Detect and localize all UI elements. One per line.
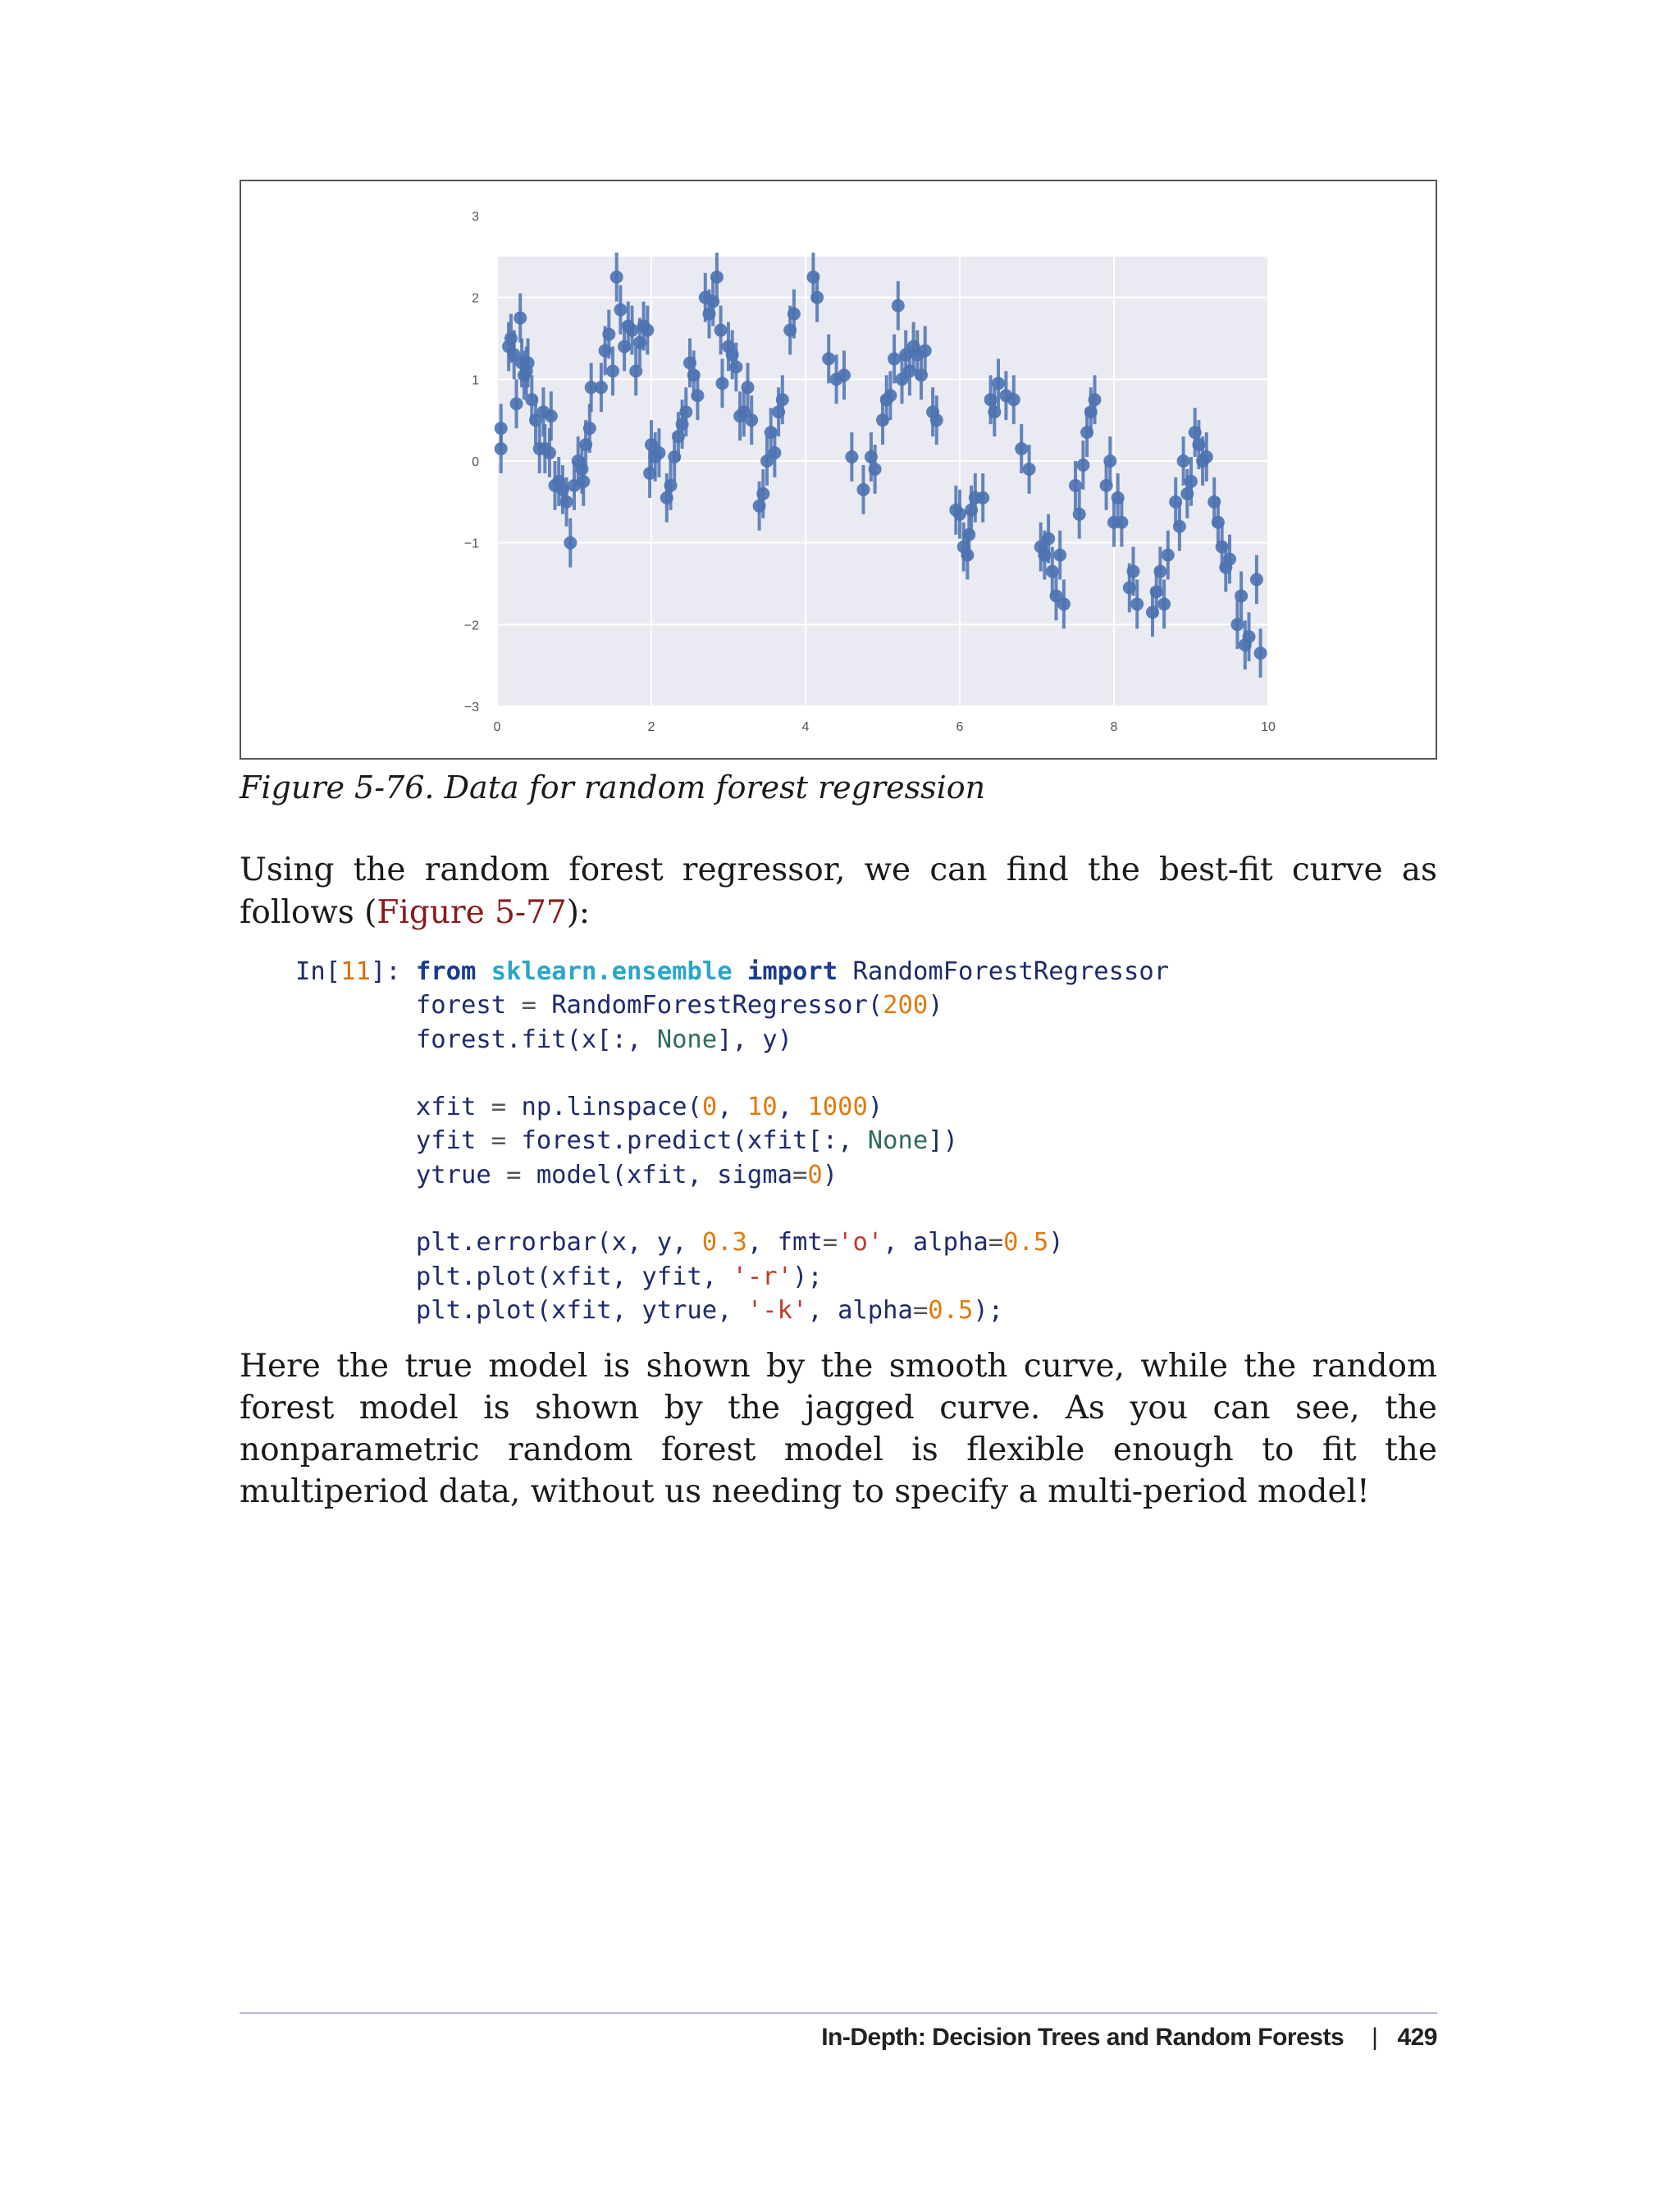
body-paragraph-2: Here the true model is shown by the smooth curve, while the random forest model is shown by the jagged curve. As you can see, the nonparametric random forest model is flexible enough to fit the multiperiod data, without us needing to specify a multi-period model!	[240, 1348, 1437, 1510]
plot-area	[497, 257, 1268, 706]
code-line: xfit = np.linspace(0, 10, 1000)	[295, 1093, 883, 1122]
y-tick-label: −2	[463, 619, 479, 633]
code-line: yfit = forest.predict(xfit[:, None])	[295, 1126, 958, 1156]
data-point	[1235, 589, 1248, 602]
data-point	[1243, 630, 1256, 643]
data-point	[992, 377, 1005, 390]
data-point	[1046, 565, 1059, 578]
data-point	[1112, 491, 1125, 504]
data-point	[888, 352, 901, 365]
data-point	[1192, 438, 1205, 451]
data-point	[1015, 442, 1028, 455]
data-point	[919, 344, 932, 357]
data-point	[676, 418, 689, 431]
data-point	[742, 381, 755, 394]
data-point	[1023, 463, 1036, 476]
data-point	[629, 364, 642, 377]
data-point	[869, 463, 882, 476]
data-point	[1042, 532, 1055, 546]
data-point	[602, 328, 615, 341]
x-tick-label: 6	[956, 720, 964, 734]
data-point	[1084, 405, 1098, 418]
data-point	[745, 413, 758, 427]
data-point	[915, 368, 928, 381]
data-point	[1007, 393, 1020, 406]
footer-section-title: In-Depth: Decision Trees and Random Forests	[821, 2024, 1344, 2051]
code-prompt: In[11]:	[295, 957, 401, 986]
data-point	[679, 405, 692, 418]
data-point	[1185, 475, 1198, 488]
data-point	[822, 352, 835, 365]
data-point	[626, 324, 639, 337]
x-tick-label: 2	[647, 720, 655, 734]
data-point	[1123, 581, 1136, 594]
data-point	[765, 426, 778, 439]
data-point	[1076, 459, 1089, 472]
data-point	[510, 397, 523, 410]
data-point	[577, 475, 590, 488]
data-point	[1103, 454, 1116, 468]
data-point	[1073, 508, 1086, 521]
data-point	[683, 356, 696, 369]
data-point	[543, 446, 556, 459]
figure-link[interactable]: Figure 5-77	[377, 894, 567, 931]
data-point	[1153, 565, 1166, 578]
data-point	[691, 389, 704, 402]
data-point	[556, 483, 569, 496]
code-block	[295, 955, 1169, 1327]
data-point	[1250, 573, 1263, 587]
paragraph-text: Using the random forest regressor, we can find the best-fit curve as follows (	[240, 851, 1437, 931]
data-point	[976, 491, 989, 504]
data-point	[504, 332, 518, 345]
data-point	[1169, 495, 1182, 509]
data-point	[560, 495, 573, 509]
code-line: plt.plot(xfit, yfit, '-r');	[295, 1262, 823, 1291]
data-point	[641, 324, 654, 337]
data-point	[788, 308, 801, 321]
y-tick-label: −1	[463, 536, 479, 551]
data-point	[583, 422, 596, 435]
data-point	[1115, 516, 1128, 529]
paragraph-tail: ):	[566, 894, 591, 931]
figure-frame	[240, 180, 1437, 760]
data-point	[984, 393, 998, 406]
data-point	[726, 348, 739, 361]
x-tick-label: 0	[493, 720, 501, 734]
data-point	[1130, 597, 1144, 610]
data-point	[988, 405, 1001, 418]
data-point	[1100, 479, 1113, 492]
data-point	[1038, 549, 1051, 562]
data-point	[1080, 426, 1093, 439]
data-point	[1177, 454, 1190, 468]
data-point	[1146, 605, 1159, 619]
data-point	[810, 291, 824, 304]
data-point	[1157, 597, 1171, 610]
data-point	[606, 364, 619, 377]
data-point	[903, 364, 916, 377]
data-point	[857, 483, 870, 496]
data-point	[1150, 585, 1163, 598]
data-point	[1162, 549, 1175, 562]
data-point	[876, 413, 889, 427]
data-point	[1089, 393, 1102, 406]
y-tick-label: 2	[472, 291, 479, 306]
data-point	[525, 393, 538, 406]
data-point	[883, 389, 897, 402]
data-point	[643, 467, 656, 480]
data-point	[575, 463, 588, 476]
y-tick-label: 3	[472, 210, 479, 224]
data-point	[610, 271, 623, 284]
data-point	[1127, 565, 1140, 578]
data-point	[756, 487, 769, 500]
data-point	[495, 422, 508, 435]
data-point	[838, 368, 851, 381]
data-point	[1173, 520, 1186, 533]
data-point	[772, 405, 785, 418]
data-point	[768, 446, 781, 459]
data-point	[1230, 618, 1244, 631]
data-point	[522, 356, 535, 369]
data-point	[729, 360, 742, 373]
data-point	[1069, 479, 1082, 492]
data-point	[1254, 646, 1267, 660]
data-point	[953, 508, 966, 521]
data-point	[1223, 553, 1236, 566]
body-paragraph-1	[240, 849, 1437, 934]
scatter-chart	[241, 181, 1436, 758]
code-line: In[11]: from sklearn.ensemble import RandomForestRegressor	[295, 957, 1170, 986]
data-point	[1053, 549, 1066, 562]
data-point	[776, 393, 789, 406]
data-point	[703, 308, 716, 321]
data-point	[633, 336, 646, 349]
data-point	[1189, 426, 1202, 439]
y-tick-label: 0	[472, 455, 479, 469]
data-point	[595, 381, 608, 394]
footer-separator: |	[1372, 2024, 1378, 2051]
data-point	[618, 340, 631, 353]
data-point	[965, 504, 978, 517]
data-point	[514, 312, 527, 325]
data-point	[564, 536, 577, 550]
data-point	[579, 438, 592, 451]
data-point	[1208, 495, 1221, 509]
data-point	[715, 377, 728, 390]
code-line: plt.errorbar(x, y, 0.3, fmt='o', alpha=0.5)	[295, 1228, 1064, 1258]
data-point	[1212, 516, 1225, 529]
data-point	[892, 299, 905, 313]
data-point	[664, 479, 678, 492]
data-point	[687, 368, 701, 381]
data-point	[1180, 487, 1194, 500]
data-point	[930, 413, 943, 427]
code-line: plt.plot(xfit, ytrue, '-k', alpha=0.5);	[295, 1295, 1004, 1325]
data-point	[1200, 450, 1213, 463]
page-number: 429	[1397, 2024, 1437, 2051]
data-point	[672, 430, 685, 443]
code-line	[295, 1057, 1169, 1090]
code-line	[295, 1192, 1169, 1226]
data-point	[495, 442, 508, 455]
code-line: ytrue = model(xfit, sigma=0)	[295, 1160, 838, 1189]
data-point	[962, 528, 975, 541]
y-tick-label: 1	[472, 373, 479, 388]
page-footer	[821, 2024, 1437, 2052]
data-point	[1216, 541, 1229, 554]
x-tick-label: 8	[1110, 720, 1118, 734]
data-point	[845, 450, 858, 463]
data-point	[614, 304, 627, 317]
data-point	[599, 344, 612, 357]
data-point	[714, 324, 728, 337]
data-point	[783, 324, 797, 337]
code-line: forest.fit(x[:, None], y)	[295, 1025, 792, 1054]
data-point	[961, 549, 974, 562]
data-point	[1057, 597, 1071, 610]
data-point	[706, 295, 719, 308]
y-tick-label: −3	[463, 701, 479, 714]
x-tick-label: 4	[801, 720, 810, 734]
figure-caption: Figure 5-76. Data for random forest regression	[240, 769, 986, 806]
x-tick-label: 10	[1261, 720, 1276, 734]
data-point	[753, 500, 766, 513]
data-point	[865, 450, 878, 463]
code-line: forest = RandomForestRegressor(200)	[295, 991, 943, 1020]
data-point	[660, 491, 673, 504]
data-point	[668, 450, 681, 463]
data-point	[652, 446, 665, 459]
data-point	[806, 271, 819, 284]
data-point	[545, 409, 558, 422]
footer-divider	[240, 2012, 1437, 2014]
data-point	[710, 271, 724, 284]
